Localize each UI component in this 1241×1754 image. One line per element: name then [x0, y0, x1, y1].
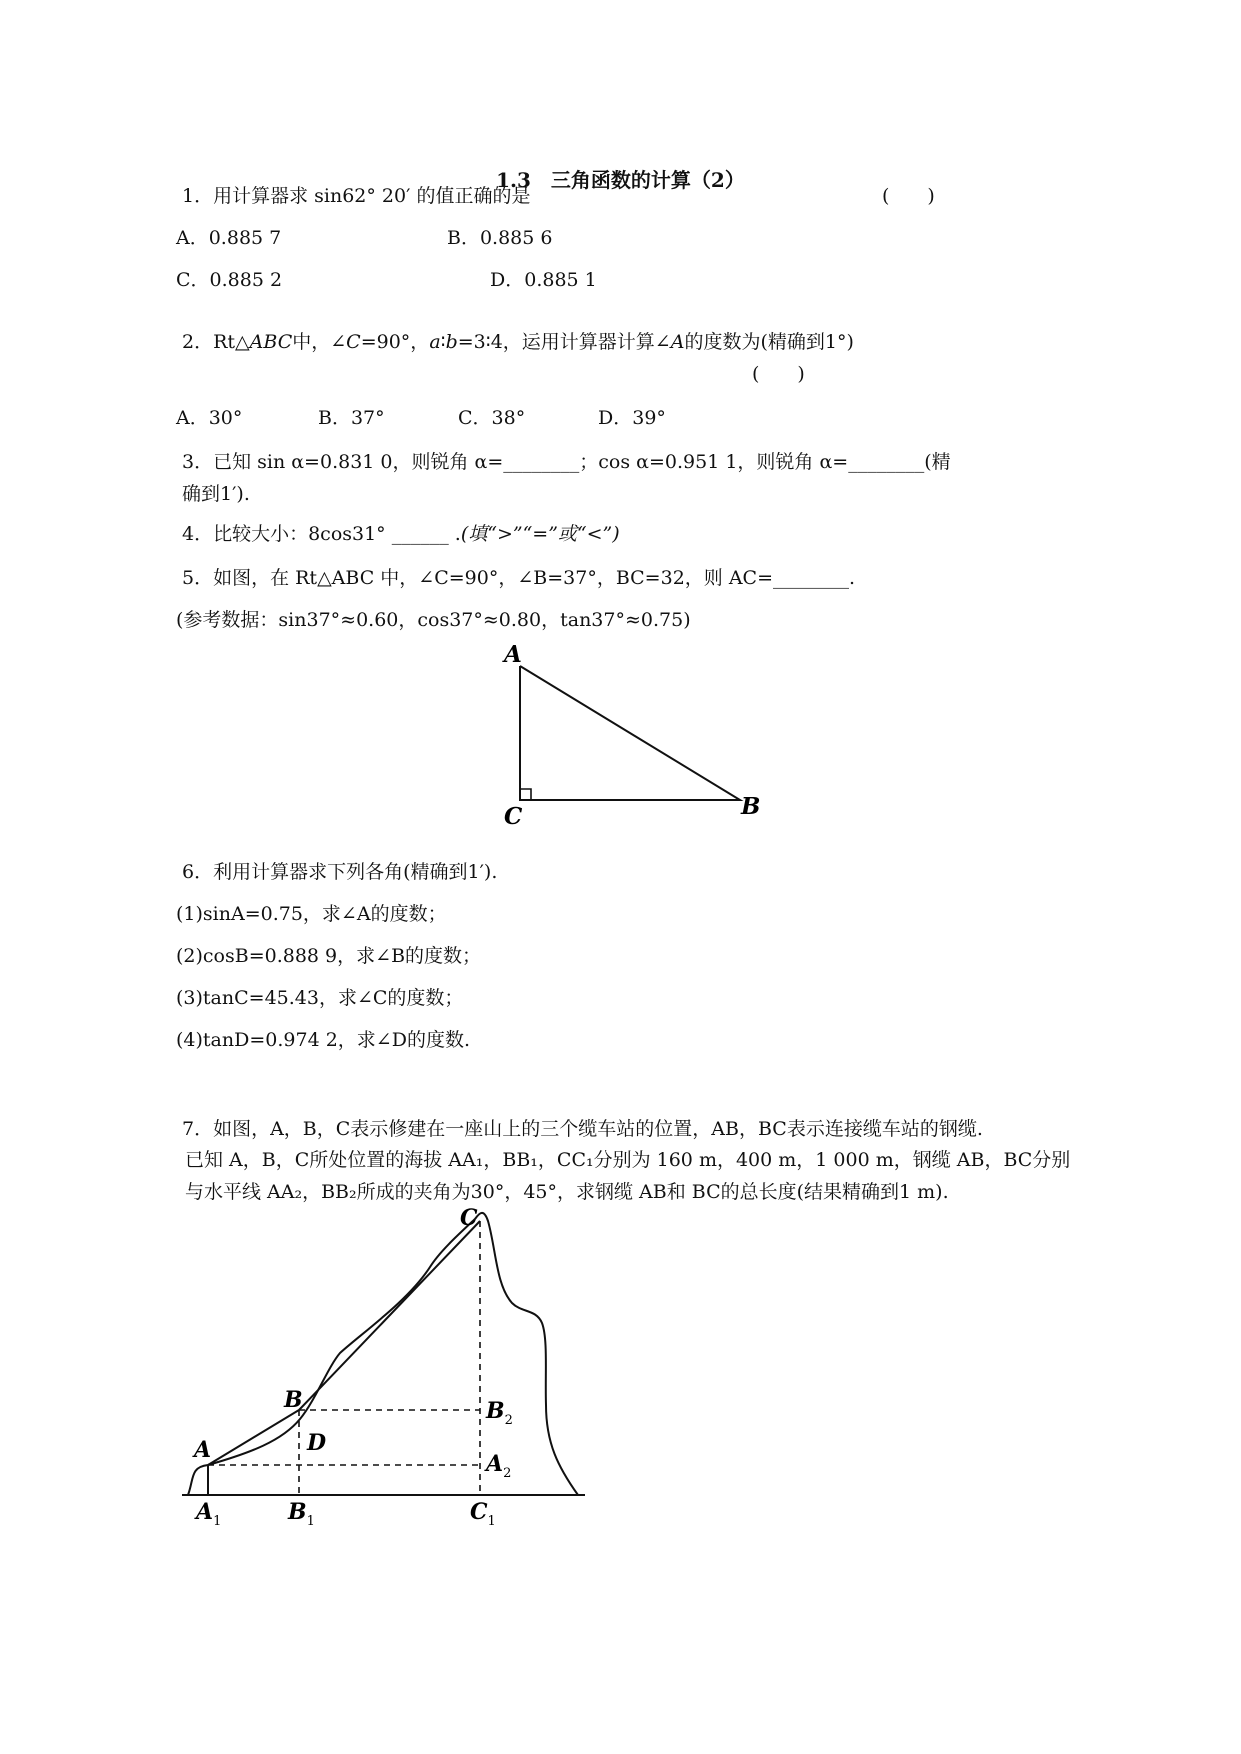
- q4-hint: (填“>”“=”或“<”): [460, 523, 620, 545]
- q6-part-1: (1)sinA=0.75，求∠A的度数；: [176, 903, 447, 925]
- q2-option-c: C．38°: [458, 407, 526, 429]
- q7-label-b: B: [284, 1387, 303, 1413]
- q5-right-angle-mark: [520, 789, 531, 800]
- q2-option-b: B．37°: [318, 407, 385, 429]
- q7-label-c: C: [460, 1205, 478, 1231]
- q5-label-a: A: [504, 641, 522, 668]
- q7-label-b1: $B_1$: [288, 1499, 315, 1529]
- q4-line: [182, 522, 620, 546]
- q1-stem: 1．用计算器求 sin62° 20′ 的值正确的是: [182, 185, 531, 207]
- q7-label-a2: $A_2$: [486, 1451, 512, 1481]
- q5-triangle-figure: [490, 640, 770, 830]
- q4-text: 4．比较大小：8cos31° ______ .: [182, 523, 461, 545]
- q7-line-2: 已知 A，B，C所处位置的海拔 AA₁，BB₁，CC₁分别为 160 m，400 m，1 000 m，钢缆 AB，BC分别: [185, 1149, 1071, 1171]
- q6-part-4: (4)tanD=0.974 2，求∠D的度数.: [176, 1029, 470, 1051]
- q3-line-1: 3．已知 sin α=0.831 0，则锐角 α=________；cos α=0.951 1，则锐角 α=________(精: [182, 451, 951, 473]
- q1-option-d: D．0.885 1: [490, 269, 597, 291]
- q5-label-c: C: [504, 803, 523, 830]
- q2-option-d: D．39°: [598, 407, 666, 429]
- q7-line-3: 与水平线 AA₂，BB₂所成的夹角为30°，45°，求钢缆 AB和 BC的总长度(结果精确到1 m).: [185, 1181, 949, 1203]
- q2-answer-paren: ( ): [752, 363, 805, 385]
- q1-answer-paren: ( ): [882, 185, 935, 207]
- q1-option-b: B．0.885 6: [447, 227, 553, 249]
- q7-label-b2: $B_2$: [486, 1398, 513, 1428]
- q7-label-a1: $A_1$: [196, 1499, 222, 1529]
- q5-triangle: [520, 666, 740, 800]
- q1-option-c: C．0.885 2: [176, 269, 283, 291]
- q7-label-c1: $C_1$: [470, 1499, 496, 1529]
- q7-mountain-figure: [180, 1205, 600, 1535]
- q1-option-a: A．0.885 7: [176, 227, 282, 249]
- q6-part-3: (3)tanC=45.43，求∠C的度数；: [176, 987, 464, 1009]
- q5-reference-data: (参考数据：sin37°≈0.60，cos37°≈0.80，tan37°≈0.75): [176, 609, 691, 631]
- q7-label-a: A: [194, 1437, 212, 1463]
- q2-stem: 2．Rt△ABC中，∠C=90°，a∶b=3∶4，运用计算器计算∠A的度数为(精确到1°): [182, 331, 854, 353]
- q6-line-1: 6．利用计算器求下列各角(精确到1′).: [182, 861, 498, 883]
- q7-cable-ab: [208, 1410, 299, 1465]
- q7-line-1: 7．如图，A，B，C表示修建在一座山上的三个缆车站的位置，AB，BC表示连接缆车站的钢缆.: [182, 1118, 983, 1140]
- q5-label-b: B: [741, 793, 761, 820]
- page-title: 1.3 三角函数的计算（2）: [496, 168, 745, 192]
- q2-option-a: A．30°: [176, 407, 243, 429]
- q7-label-d: D: [307, 1430, 327, 1456]
- q3-line-2: 确到1′).: [182, 483, 250, 505]
- q7-mountain-outline: [188, 1213, 578, 1495]
- q7-cable-bc: [299, 1221, 480, 1410]
- q5-line-1: 5．如图，在 Rt△ABC 中，∠C=90°，∠B=37°，BC=32，则 AC=________.: [182, 567, 856, 589]
- q6-part-2: (2)cosB=0.888 9，求∠B的度数；: [176, 945, 482, 967]
